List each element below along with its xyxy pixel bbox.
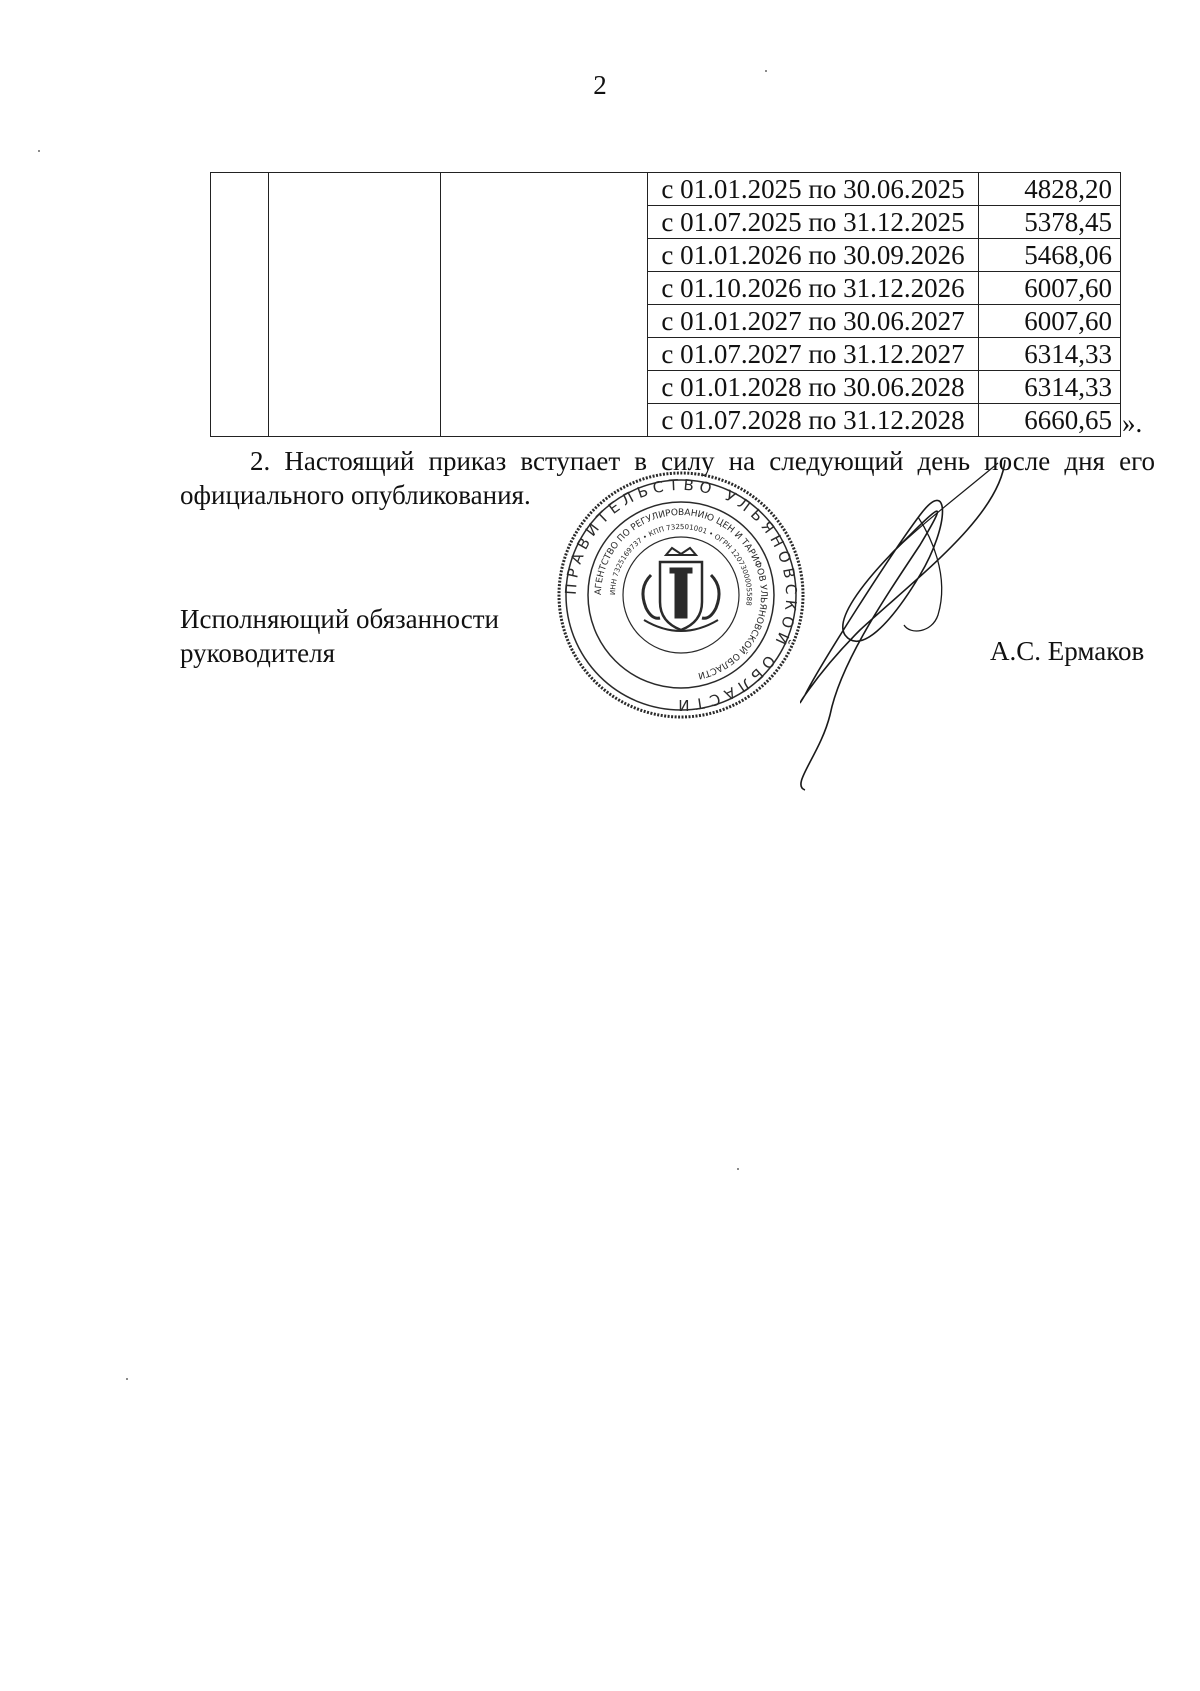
position-line-2: руководителя: [180, 638, 336, 668]
scan-speck: [38, 150, 40, 152]
value-cell: 6314,33: [979, 338, 1121, 371]
period-cell: с 01.07.2025 по 31.12.2025: [648, 206, 979, 239]
period-cell: с 01.07.2027 по 31.12.2027: [648, 338, 979, 371]
stamp-inner-text: АГЕНТСТВО ПО РЕГУЛИРОВАНИЮ ЦЕН И ТАРИФОВ УЛЬЯНОВСКОЙ ОБЛАСТИ: [593, 507, 769, 681]
page-number: 2: [593, 70, 607, 100]
value-cell: 4828,20: [979, 173, 1121, 206]
empty-cell-2: [269, 173, 441, 437]
value-cell: 6314,33: [979, 371, 1121, 404]
scan-speck: [126, 1378, 128, 1380]
handwritten-signature: [800, 455, 1130, 795]
table-row: [211, 173, 1121, 206]
official-stamp: [556, 470, 806, 720]
coat-of-arms-icon: [643, 548, 719, 631]
effective-date-paragraph: 2. Настоящий приказ вступает в силу на следующий день после дня его официального опубликования.: [180, 446, 1155, 510]
value-cell: 6007,60: [979, 305, 1121, 338]
period-cell: с 01.01.2026 по 30.09.2026: [648, 239, 979, 272]
stamp-id-text: ИНН 7325169737 • КПП 732501001 • ОГРН 1207300005588: [608, 522, 754, 607]
period-cell: с 01.01.2025 по 30.06.2025: [648, 173, 979, 206]
scan-speck: [765, 70, 767, 72]
position-title: [180, 602, 499, 670]
position-line-1: Исполняющий обязанности: [180, 604, 499, 634]
value-cell: 5468,06: [979, 239, 1121, 272]
value-cell: 6660,65: [979, 404, 1121, 437]
signatory-name: А.С. Ермаков: [990, 636, 1145, 666]
stamp-outer-text: ПРАВИТЕЛЬСТВО УЛЬЯНОВСКОЙ ОБЛАСТИ: [561, 475, 801, 715]
period-cell: с 01.10.2026 по 31.12.2026: [648, 272, 979, 305]
scan-speck: [737, 1168, 739, 1170]
empty-cell-3: [441, 173, 648, 437]
closing-quote: ».: [1122, 408, 1143, 438]
period-cell: с 01.01.2028 по 30.06.2028: [648, 371, 979, 404]
value-cell: 5378,45: [979, 206, 1121, 239]
empty-cell-1: [211, 173, 269, 437]
value-cell: 6007,60: [979, 272, 1121, 305]
period-cell: с 01.07.2028 по 31.12.2028: [648, 404, 979, 437]
period-cell: с 01.01.2027 по 30.06.2027: [648, 305, 979, 338]
tariff-table: [210, 172, 1121, 437]
